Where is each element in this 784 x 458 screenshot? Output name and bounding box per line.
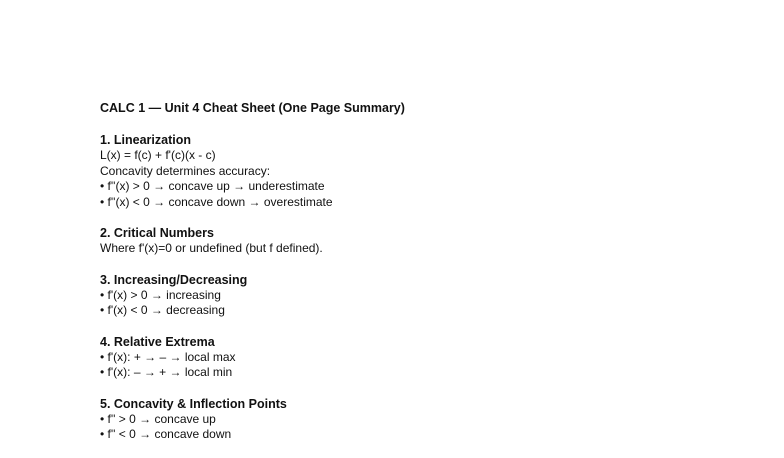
section-line: • f'(x) < 0 → decreasing	[100, 303, 225, 317]
section-heading: 3. Increasing/Decreasing	[100, 272, 248, 287]
section-heading: 1. Linearization	[100, 133, 191, 147]
section-linearization	[100, 132, 760, 210]
section-line: • f''(x) > 0 → concave up → underestimate	[100, 179, 325, 193]
section-line: • f'' < 0 → concave down	[100, 427, 232, 441]
section-line: • f'(x): – → + → local min	[100, 365, 233, 379]
section-line: • f''(x) < 0 → concave down → overestimate	[100, 194, 333, 209]
section-line: • f'(x) > 0 → increasing	[100, 287, 221, 302]
section-line: Where f'(x)=0 or undefined (but f defined).	[100, 241, 323, 255]
section-line: • f'(x): + → – → local max	[100, 349, 236, 364]
section-concavity-inflection	[100, 396, 760, 443]
section-heading: 2. Critical Numbers	[100, 226, 214, 240]
section-critical-numbers	[100, 225, 760, 257]
section-line: L(x) = f(c) + f'(c)(x - c)	[100, 148, 216, 162]
section-line: Concavity determines accuracy:	[100, 163, 271, 178]
cheat-sheet-page	[100, 100, 760, 458]
section-line: • f'' > 0 → concave up	[100, 411, 216, 426]
section-relative-extrema	[100, 334, 760, 381]
section-increasing-decreasing	[100, 272, 760, 319]
document-title: CALC 1 — Unit 4 Cheat Sheet (One Page Summary)	[100, 101, 405, 115]
section-heading: 5. Concavity & Inflection Points	[100, 396, 287, 411]
section-heading: 4. Relative Extrema	[100, 334, 215, 349]
